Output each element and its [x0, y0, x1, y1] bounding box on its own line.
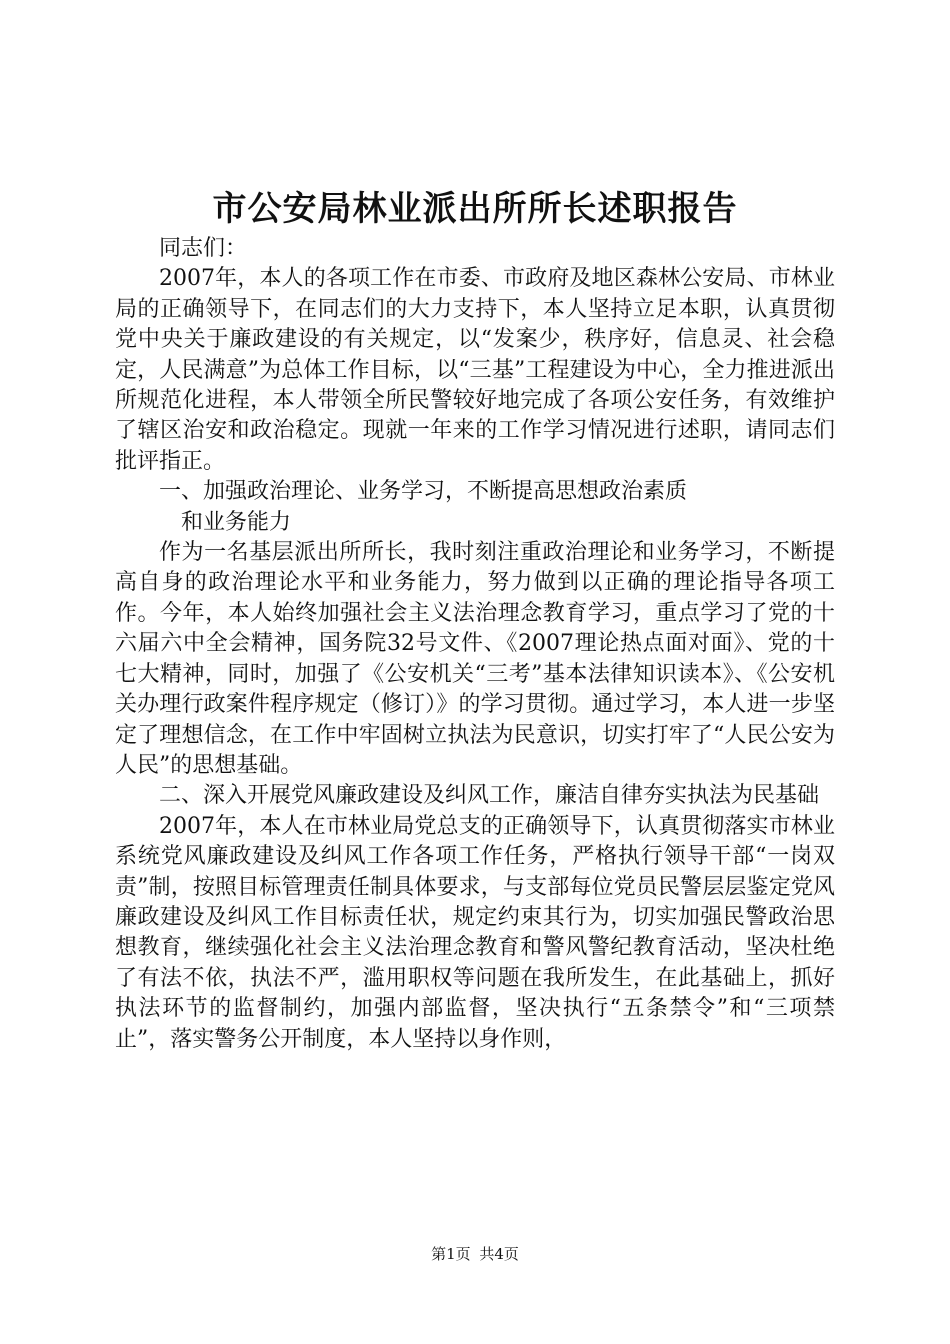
page-total: 共4页 — [479, 1245, 519, 1263]
section-2-paragraph: 2007年，本人在市林业局党总支的正确领导下，认真贯彻落实市林业系统党风廉政建设及纠风工作各项工作任务，严格执行领导干部“一岗双责”制，按照目标管理责任制具体要求，与支部每位党员民警层层鉴定党风廉政建设及纠风工作目标责任状，规定约束其行为，切实加强民警政治思想教育，继续强化社会主义法治理念教育和警风警纪教育活动，坚决杜绝了有法不依，执法不严，滥用职权等问题在我所发生，在此基础上，抓好执法环节的监督制约，加强内部监督，坚决执行“五条禁令”和“三项禁止”，落实警务公开制度，本人坚持以身作则， — [115, 813, 835, 1052]
document-body — [115, 234, 835, 1055]
section-1-paragraph: 作为一名基层派出所所长，我时刻注重政治理论和业务学习，不断提高自身的政治理论水平和业务能力，努力做到以正确的理论指导各项工作。今年，本人始终加强社会主义法治理念教育学习，重点学习了党的十六届六中全会精神，国务院32号文件、《2007理论热点面对面》、党的十七大精神，同时，加强了《公安机关“三考”基本法律知识读本》、《公安机关办理行政案件程序规定（修订）》的学习贯彻。通过学习，本人进一步坚定了理想信念，在工作中牢固树立执法为民意识，切实打牢了“人民公安为人民”的思想基础。 — [115, 540, 835, 778]
intro-paragraph: 2007年，本人的各项工作在市委、市政府及地区森林公安局、市林业局的正确领导下，在同志们的大力支持下，本人坚持立足本职，认真贯彻党中央关于廉政建设的有关规定，以“发案少，秩序好，信息灵、社会稳定，人民满意”为总体工作目标，以“三基”工程建设为中心，全力推进派出所规范化进程，本人带领全所民警较好地完成了各项公安任务，有效维护了辖区治安和政治稳定。现就一年来的工作学习情况进行述职，请同志们批评指正。 — [115, 266, 835, 474]
page-footer — [0, 1244, 950, 1264]
salutation: 同志们： — [159, 236, 248, 261]
document-title: 市公安局林业派出所所长述职报告 — [212, 189, 738, 229]
section-1-heading: 一、加强政治理论、业务学习，不断提高思想政治素质 — [159, 479, 688, 505]
page-number: 第1页 — [431, 1245, 471, 1263]
section-2-heading: 二、深入开展党风廉政建设及纠风工作，廉洁自律夯实执法为民基础 — [159, 783, 820, 809]
section-1-heading-continued: 和业务能力 — [181, 509, 292, 535]
